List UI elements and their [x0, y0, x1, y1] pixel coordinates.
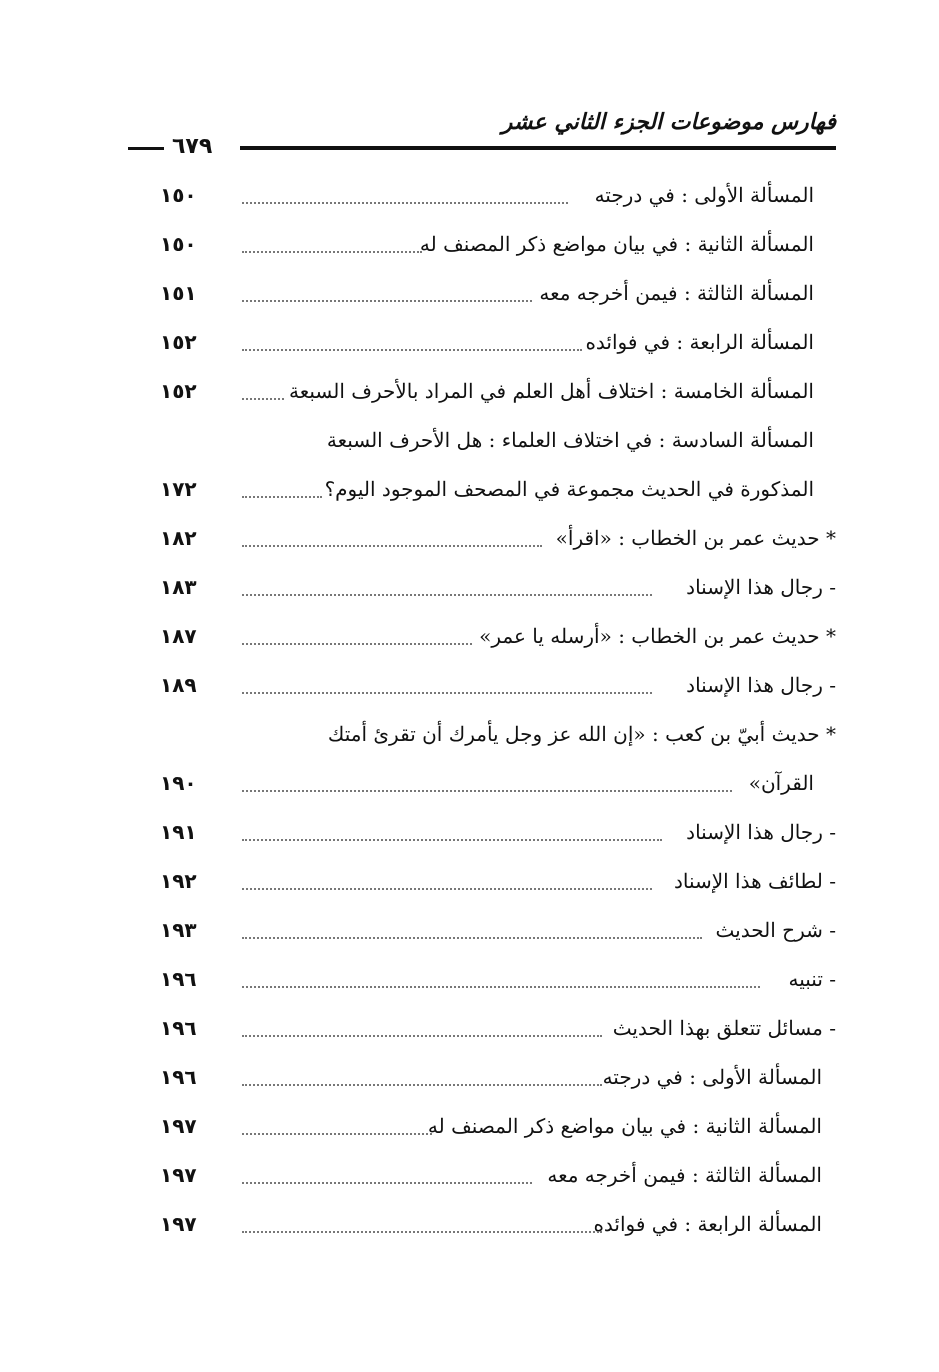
toc-entry: [160, 764, 840, 804]
entry-title: - رجال هذا الإسناد: [686, 673, 836, 697]
dot-leader: [242, 496, 322, 498]
entry-title: المسألة الثانية : في بيان مواضع ذكر المصنف له: [427, 1114, 822, 1138]
header-title: فهارس موضوعات الجزء الثاني عشر: [501, 110, 836, 135]
toc-entry: [160, 1009, 840, 1049]
entry-page-number: ١٩٧: [160, 1114, 197, 1138]
entry-title: - رجال هذا الإسناد: [686, 820, 836, 844]
dot-leader: [242, 692, 652, 694]
entry-title: المسألة الثالثة : فيمن أخرجه معه: [539, 281, 814, 305]
toc-entry: [160, 666, 840, 706]
toc-entry: [160, 1156, 840, 1196]
dot-leader: [242, 1133, 432, 1135]
entry-page-number: ١٩٦: [160, 1065, 197, 1089]
dot-leader: [242, 545, 542, 547]
entry-title: المسألة الرابعة : في فوائده: [585, 330, 814, 354]
entry-title: - رجال هذا الإسناد: [686, 575, 836, 599]
entry-page-number: ١٨٩: [160, 673, 197, 697]
entry-page-number: ١٩١: [160, 820, 197, 844]
entry-title: * حديث عمر بن الخطاب : «أرسله يا عمر»: [479, 624, 836, 648]
entry-title: - لطائف هذا الإسناد: [673, 869, 836, 893]
entry-title: * حديث أبيّ بن كعب : «إن الله عز وجل يأمرك أن تقرئ أمتك: [327, 722, 836, 746]
toc-entry: [160, 421, 840, 461]
toc-entry: [160, 1205, 840, 1245]
entry-page-number: ١٩٧: [160, 1163, 197, 1187]
entry-title: المسألة الثالثة : فيمن أخرجه معه: [547, 1163, 822, 1187]
entry-title: المذكورة في الحديث مجموعة في المصحف الموجود اليوم؟: [324, 477, 814, 501]
dot-leader: [242, 398, 284, 400]
entry-page-number: ١٥٢: [160, 330, 197, 354]
toc-entry: [160, 176, 840, 216]
dot-leader: [242, 1182, 532, 1184]
entry-title: - تنبيه: [788, 967, 836, 991]
entry-title: - مسائل تتعلق بهذا الحديث: [612, 1016, 836, 1040]
entry-page-number: ١٧٢: [160, 477, 197, 501]
dot-leader: [242, 1035, 602, 1037]
entry-page-number: ١٩٣: [160, 918, 197, 942]
dot-leader: [242, 839, 662, 841]
dot-leader: [242, 202, 568, 204]
entry-title: القرآن»: [748, 771, 814, 795]
entry-page-number: ١٥٠: [160, 183, 197, 207]
dot-leader: [242, 888, 652, 890]
toc-entry: [160, 715, 840, 755]
page-number: ٦٧٩: [172, 134, 213, 159]
entry-page-number: ١٩٦: [160, 967, 197, 991]
toc-entry: [160, 617, 840, 657]
entry-page-number: ١٩٦: [160, 1016, 197, 1040]
dot-leader: [242, 300, 532, 302]
entry-page-number: ١٨٧: [160, 624, 197, 648]
toc-entry: [160, 862, 840, 902]
entry-page-number: ١٩٧: [160, 1212, 197, 1236]
entry-title: المسألة الثانية : في بيان مواضع ذكر المصنف له: [419, 232, 814, 256]
entry-title: المسألة الخامسة : اختلاف أهل العلم في المراد بالأحرف السبعة: [289, 379, 814, 403]
entry-title: المسألة الأولى : في درجته: [602, 1065, 822, 1089]
toc-entry: [160, 1058, 840, 1098]
toc-entry: [160, 911, 840, 951]
dot-leader: [242, 1231, 602, 1233]
entry-title: المسألة السادسة : في اختلاف العلماء : هل الأحرف السبعة: [326, 428, 814, 452]
entry-page-number: ١٩٢: [160, 869, 197, 893]
dot-leader: [242, 986, 760, 988]
dot-leader: [242, 790, 732, 792]
entry-title: المسألة الأولى : في درجته: [594, 183, 814, 207]
dot-leader: [242, 251, 422, 253]
toc-entry: [160, 519, 840, 559]
toc-entry: [160, 960, 840, 1000]
entry-title: * حديث عمر بن الخطاب : «اقرأ»: [555, 526, 836, 550]
toc-entry: [160, 274, 840, 314]
entry-page-number: ١٨٢: [160, 526, 197, 550]
dot-leader: [242, 643, 472, 645]
entry-page-number: ١٨٣: [160, 575, 197, 599]
entry-title: - شرح الحديث: [715, 918, 836, 942]
entry-page-number: ١٥٢: [160, 379, 197, 403]
dot-leader: [242, 1084, 602, 1086]
dot-leader: [242, 937, 702, 939]
entry-page-number: ١٥٠: [160, 232, 197, 256]
dot-leader: [242, 349, 582, 351]
toc-entry: [160, 372, 840, 412]
toc-entry: [160, 225, 840, 265]
toc-entry: [160, 470, 840, 510]
toc-entry: [160, 323, 840, 363]
toc-entry: [160, 568, 840, 608]
toc-entry: [160, 813, 840, 853]
toc-entry: [160, 1107, 840, 1147]
dot-leader: [242, 594, 652, 596]
entry-page-number: ١٥١: [160, 281, 197, 305]
entry-page-number: ١٩٠: [160, 771, 197, 795]
entry-title: المسألة الرابعة : في فوائده: [593, 1212, 822, 1236]
